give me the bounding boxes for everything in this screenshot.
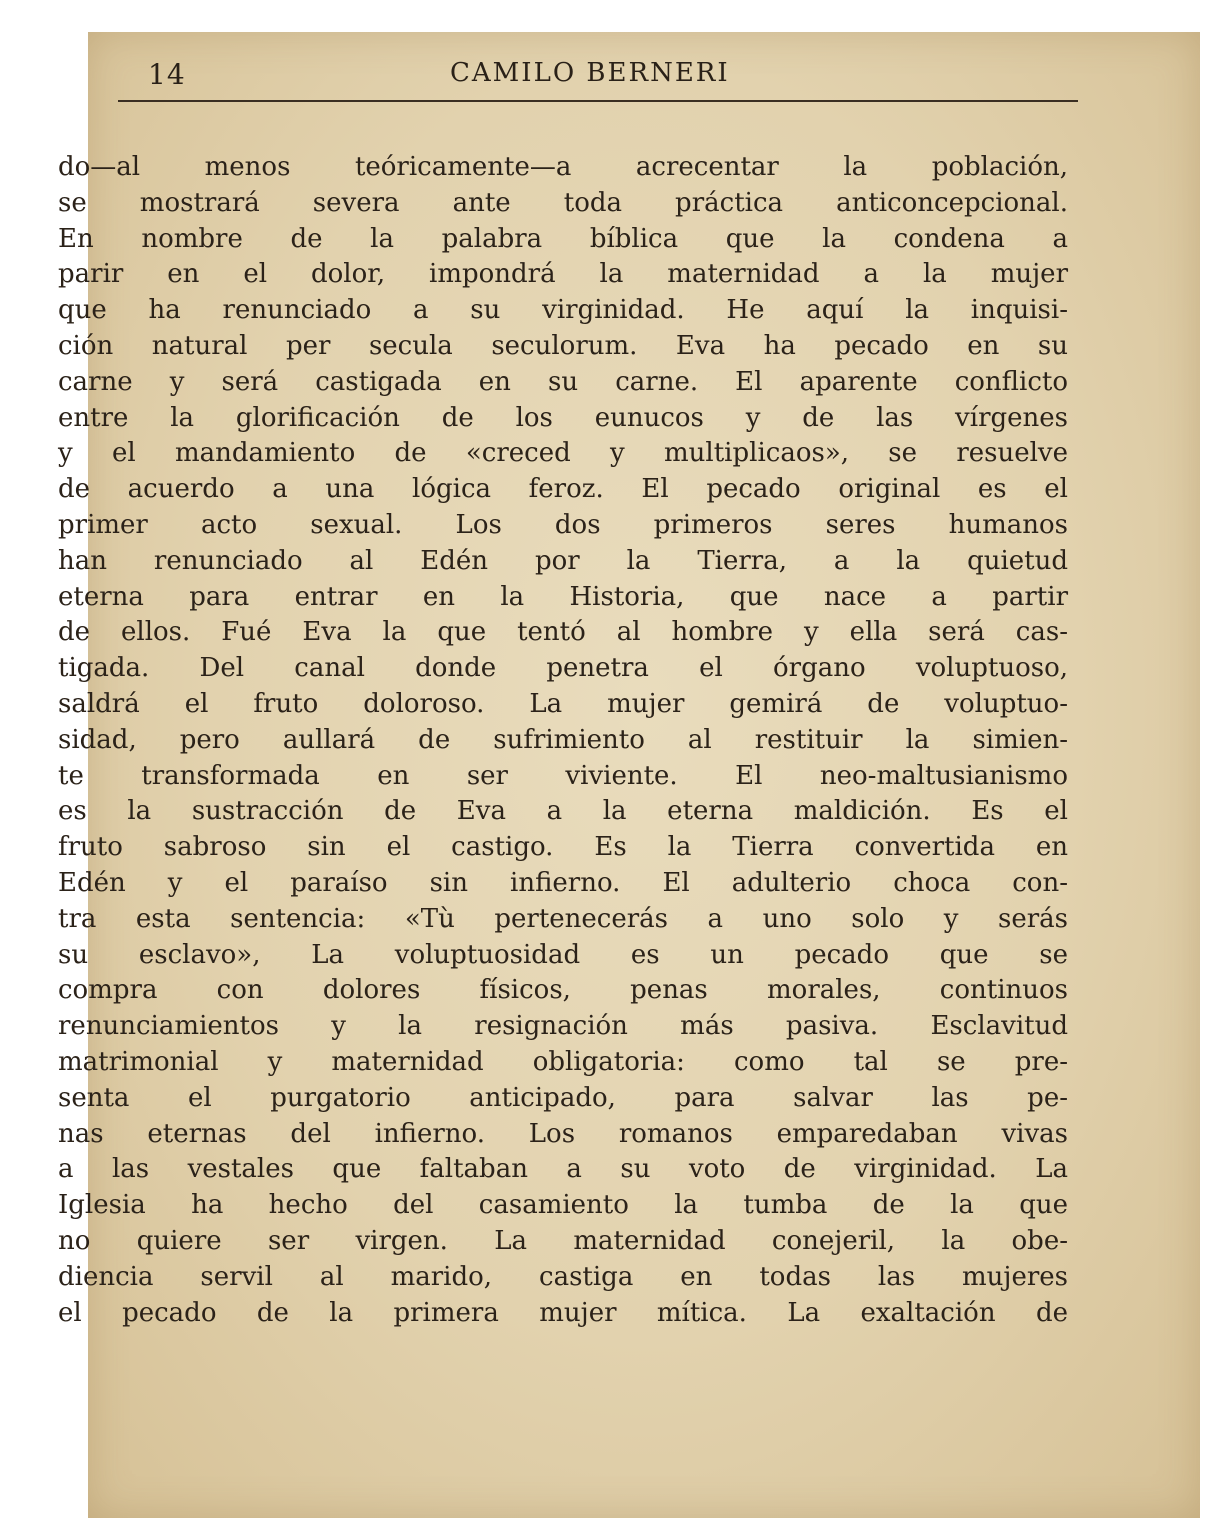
text-line: es la sustracción de Eva a la eterna maldición. Es el [58, 796, 1068, 827]
text-line: fruto sabroso sin el castigo. Es la Tierra convertida en [58, 832, 1068, 863]
text-line: sidad, pero aullará de sufrimiento al restituir la simien- [58, 724, 1068, 755]
text-line: En nombre de la palabra bíblica que la condena a [58, 223, 1068, 254]
text-line: saldrá el fruto doloroso. La mujer gemirá de voluptuo- [58, 688, 1068, 719]
text-line: diencia servil al marido, castiga en todas las mujeres [58, 1261, 1068, 1292]
text-line: que ha renunciado a su virginidad. He aquí la inquisi- [58, 295, 1068, 326]
text-line: ción natural per secula seculorum. Eva ha pecado en su [58, 330, 1068, 361]
text-line: eterna para entrar en la Historia, que nace a partir [58, 581, 1068, 612]
text-line: do—al menos teóricamente—a acrecentar la población, [58, 152, 1068, 182]
text-line: entre la glorificación de los eunucos y de las vírgenes [58, 402, 1068, 433]
text-line: tigada. Del canal donde penetra el órgano voluptuoso, [58, 653, 1068, 684]
text-line: renunciamientos y la resignación más pasiva. Esclavitud [58, 1011, 1068, 1042]
header-rule [118, 100, 1078, 102]
text-line: Iglesia ha hecho del casamiento la tumba de la que [58, 1190, 1068, 1221]
text-line: carne y será castigada en su carne. El aparente conflicto [58, 366, 1068, 397]
text-line: el pecado de la primera mujer mítica. La exaltación de [58, 1297, 1068, 1328]
text-line: su esclavo», La voluptuosidad es un pecado que se [58, 939, 1068, 970]
text-line: primer acto sexual. Los dos primeros seres humanos [58, 509, 1068, 540]
text-line: y el mandamiento de «creced y multiplicaos», se resuelve [58, 438, 1068, 469]
text-line: se mostrará severa ante toda práctica anticoncepcional. [58, 187, 1068, 218]
text-line: te transformada en ser viviente. El neo-maltusianismo [58, 760, 1068, 791]
text-line: no quiere ser virgen. La maternidad conejeril, la obe- [58, 1225, 1068, 1256]
text-line: han renunciado al Edén por la Tierra, a la quietud [58, 545, 1068, 576]
text-line: matrimonial y maternidad obligatoria: como tal se pre- [58, 1046, 1068, 1077]
running-head-author: CAMILO BERNERI [450, 58, 730, 88]
text-line: a las vestales que faltaban a su voto de virginidad. La [58, 1154, 1068, 1185]
text-line: tra esta sentencia: «Tù pertenecerás a uno solo y serás [58, 903, 1068, 934]
page-number: 14 [148, 58, 186, 91]
text-line: de acuerdo a una lógica feroz. El pecado original es el [58, 474, 1068, 505]
text-line: nas eternas del infierno. Los romanos emparedaban vivas [58, 1118, 1068, 1149]
page-header [120, 58, 1080, 98]
text-line: parir en el dolor, impondrá la maternidad a la mujer [58, 259, 1068, 290]
text-line: compra con dolores físicos, penas morales, continuos [58, 975, 1068, 1006]
text-line: de ellos. Fué Eva la que tentó al hombre y ella será cas- [58, 617, 1068, 648]
text-line: senta el purgatorio anticipado, para salvar las pe- [58, 1082, 1068, 1113]
text-line: Edén y el paraíso sin infierno. El adulterio choca con- [58, 867, 1068, 898]
body-text [58, 150, 1068, 1331]
